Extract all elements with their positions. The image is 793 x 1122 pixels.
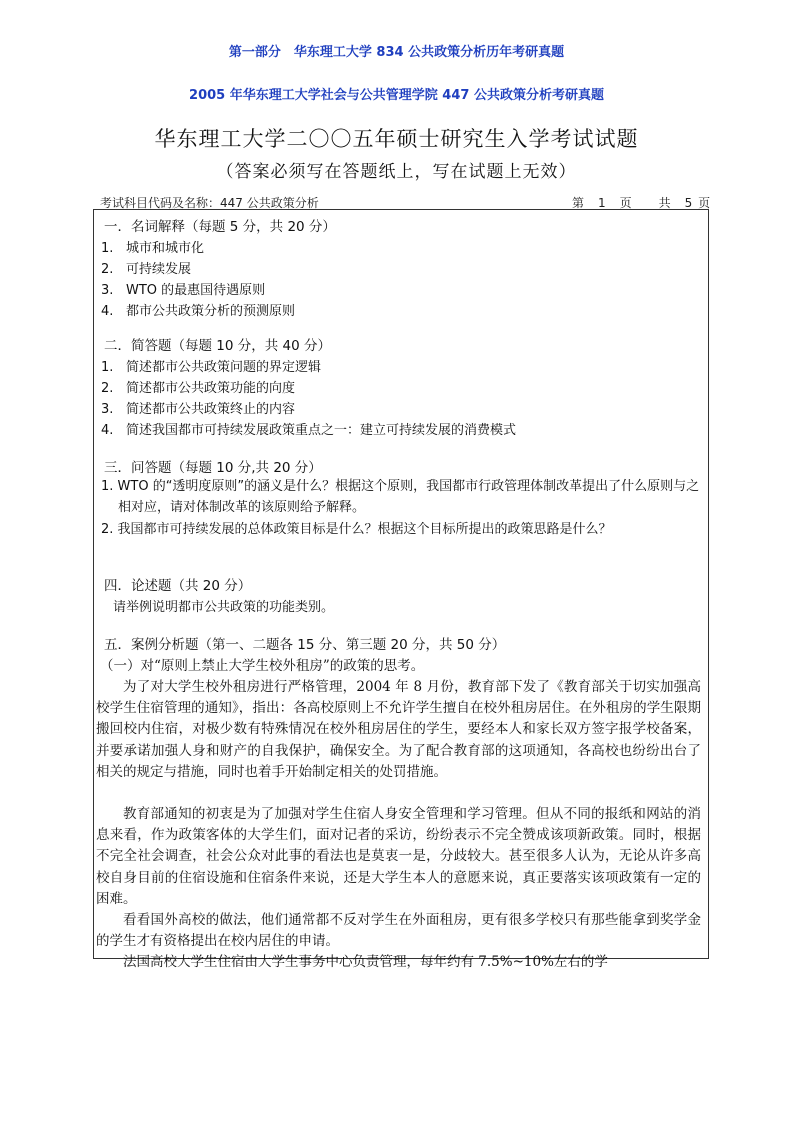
case-paragraph: 教育部通知的初衷是为了加强对学生住宿人身安全管理和学习管理。但从不同的报纸和网站的消息来看，作为政策客体的大学生们，面对记者的采访，纷纷表示不完全赞成该项新政策。同时，根据不完全社会调查，社会公众对此事的看法也是莫衷一是，分歧较大。甚至很多人认为，无论从许多高校自身目前的住宿设施和住宿条件来说，还是大学生本人的意愿来说，真正要落实该项政策有一定的困难。 <box>96 806 701 907</box>
section2-title: 二．简答题（每题 10 分，共 40 分） <box>104 338 332 354</box>
exam-subject: 考试科目代码及名称：447 公共政策分析 <box>100 196 319 210</box>
case-paragraph: 法国高校大学生住宿由大学生事务中心负责管理，每年约有 7.5%~10%左右的学 <box>123 954 608 970</box>
list-item <box>101 237 204 256</box>
item-text: 可持续发展 <box>126 262 192 277</box>
item-number: 2. <box>101 381 114 396</box>
list-item <box>101 398 295 417</box>
item-number: 2. <box>101 262 114 277</box>
case-subtitle: （一）对“原则上禁止大学生校外租房”的政策的思考。 <box>100 658 425 674</box>
section3-title: 三．问答题（每题 10 分,共 20 分） <box>104 460 322 476</box>
list-item <box>101 258 191 277</box>
list-item <box>101 377 295 396</box>
list-item <box>101 300 295 319</box>
list-item <box>101 419 516 438</box>
item-text: 简述都市公共政策功能的向度 <box>126 381 296 396</box>
list-item <box>101 279 265 298</box>
item-text: 都市公共政策分析的预测原则 <box>126 304 296 319</box>
item-number: 4. <box>101 304 114 319</box>
part-header: 第一部分 华东理工大学 834 公共政策分析历年考研真题 <box>228 45 565 60</box>
question-item: 1. WTO 的“透明度原则”的涵义是什么？根据这个原则，我国都市行政管理体制改革提出了什么原则与之相对应，请对体制改革的该原则给予解释。 <box>101 479 700 515</box>
case-paragraph: 看看国外高校的做法，他们通常都不反对学生在外面租房，更有很多学校只有那些能拿到奖学金的学生才有资格提出在校内居住的申请。 <box>96 912 701 950</box>
exam-note: （答案必须写在答题纸上，写在试题上无效） <box>216 162 577 182</box>
question-item: 2. 我国都市可持续发展的总体政策目标是什么？根据这个目标所提出的政策思路是什么？ <box>101 522 612 537</box>
item-text: 简述都市公共政策问题的界定逻辑 <box>126 360 322 375</box>
exam-source-header: 2005 年华东理工大学社会与公共管理学院 447 公共政策分析考研真题 <box>189 88 604 103</box>
list-item <box>101 356 321 375</box>
page-indicator: 第 1 页 共 5 页 <box>572 196 712 210</box>
exam-title: 华东理工大学二〇〇五年硕士研究生入学考试试题 <box>154 127 639 151</box>
item-text: WTO 的最惠国待遇原则 <box>126 283 266 298</box>
section5-title: 五．案例分析题（第一、二题各 15 分、第三题 20 分，共 50 分） <box>104 637 506 653</box>
item-text: 城市和城市化 <box>126 241 205 256</box>
essay-question: 请举例说明都市公共政策的功能类别。 <box>113 600 335 615</box>
item-number: 1. <box>101 241 114 256</box>
item-text: 简述都市公共政策终止的内容 <box>126 402 296 417</box>
item-number: 3. <box>101 402 114 417</box>
section1-title: 一．名词解释（每题 5 分，共 20 分） <box>104 219 336 235</box>
case-paragraph: 为了对大学生校外租房进行严格管理，2004 年 8 月份，教育部下发了《教育部关于切实加强高校学生住宿管理的通知》，指出：各高校原则上不允许学生擅自在校外租房居住。在外租房的学生限期搬回校内住宿，对极少数有特殊情况在校外租房居住的学生，要经本人和家长双方签字报学校备案，并要承诺加强人身和财产的自我保护，确保安全。为了配合教育部的这项通知，各高校也纷纷出台了相关的规定与措施，同时也着手开始制定相关的处罚措施。 <box>96 679 701 780</box>
item-number: 4. <box>101 423 114 438</box>
item-text: 简述我国都市可持续发展政策重点之一：建立可持续发展的消费模式 <box>126 423 517 438</box>
section4-title: 四．论述题（共 20 分） <box>104 578 252 594</box>
item-number: 1. <box>101 360 114 375</box>
item-number: 3. <box>101 283 114 298</box>
